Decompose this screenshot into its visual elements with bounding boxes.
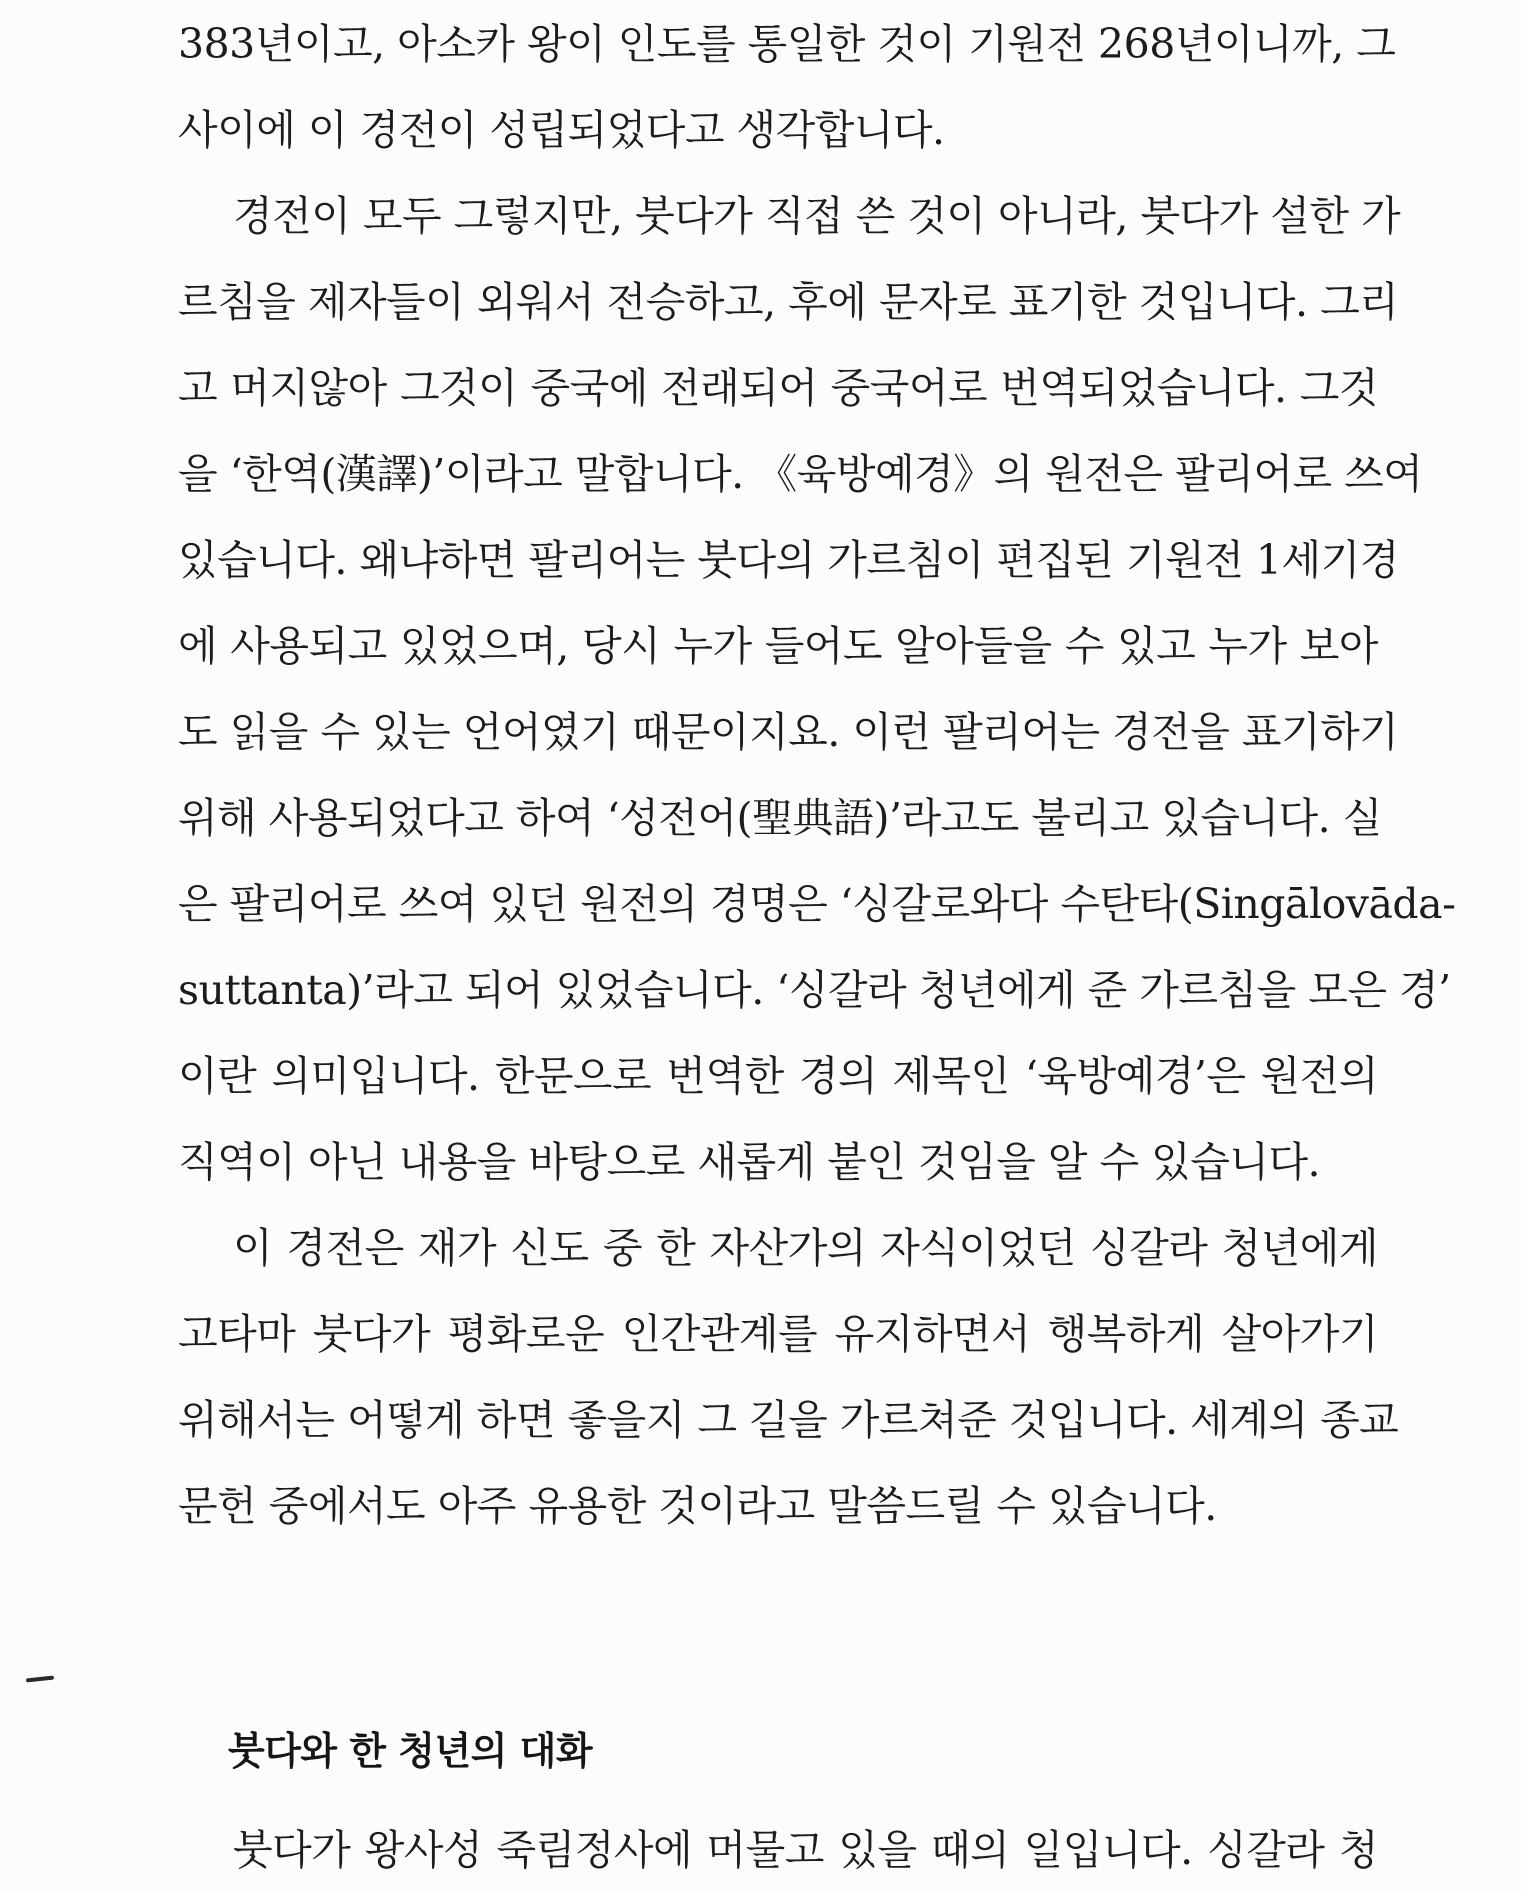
body-line: 붓다가 왕사성 죽림정사에 머물고 있을 때의 일입니다. 싱갈라 청	[233, 1826, 1378, 1874]
body-line: 경전이 모두 그렇지만, 붓다가 직접 쓴 것이 아니라, 붓다가 설한 가	[233, 192, 1401, 240]
body-line: 위해 사용되었다고 하여 ‘성전어(聖典語)’라고도 불리고 있습니다. 실	[178, 794, 1382, 842]
body-line: 이 경전은 재가 신도 중 한 자산가의 자식이었던 싱갈라 청년에게	[233, 1224, 1378, 1272]
body-line: 위해서는 어떻게 하면 좋을지 그 길을 가르쳐준 것입니다. 세계의 종교	[178, 1396, 1399, 1444]
body-line: 직역이 아닌 내용을 바탕으로 새롭게 붙인 것임을 알 수 있습니다.	[178, 1138, 1321, 1186]
body-line: 고 머지않아 그것이 중국에 전래되어 중국어로 번역되었습니다. 그것	[178, 364, 1378, 412]
body-line: 도 읽을 수 있는 언어였기 때문이지요. 이런 팔리어는 경전을 표기하기	[178, 708, 1399, 756]
scan-artifact-mark	[26, 1676, 54, 1683]
body-line: 고타마 붓다가 평화로운 인간관계를 유지하면서 행복하게 살아가기	[178, 1310, 1378, 1358]
body-line: 은 팔리어로 쓰여 있던 원전의 경명은 ‘싱갈로와다 수탄타(Singālovāda-	[178, 880, 1456, 928]
body-line: 있습니다. 왜냐하면 팔리어는 붓다의 가르침이 편집된 기원전 1세기경	[178, 536, 1399, 584]
body-line: 을 ‘한역(漢譯)’이라고 말합니다. 《육방예경》의 원전은 팔리어로 쓰여	[178, 450, 1423, 498]
section-heading: 붓다와 한 청년의 대화	[228, 1729, 593, 1773]
body-line: 르침을 제자들이 외워서 전승하고, 후에 문자로 표기한 것입니다. 그리	[178, 278, 1399, 326]
body-line: 문헌 중에서도 아주 유용한 것이라고 말씀드릴 수 있습니다.	[178, 1482, 1217, 1530]
body-line: suttanta)’라고 되어 있었습니다. ‘싱갈라 청년에게 준 가르침을 모은 경’	[178, 966, 1451, 1014]
body-line: 사이에 이 경전이 성립되었다고 생각합니다.	[178, 106, 945, 154]
body-line: 에 사용되고 있었으며, 당시 누가 들어도 알아들을 수 있고 누가 보아	[178, 622, 1378, 670]
body-line: 이란 의미입니다. 한문으로 번역한 경의 제목인 ‘육방예경’은 원전의	[178, 1052, 1378, 1100]
body-line: 383년이고, 아소카 왕이 인도를 통일한 것이 기원전 268년이니까, 그	[178, 20, 1396, 68]
